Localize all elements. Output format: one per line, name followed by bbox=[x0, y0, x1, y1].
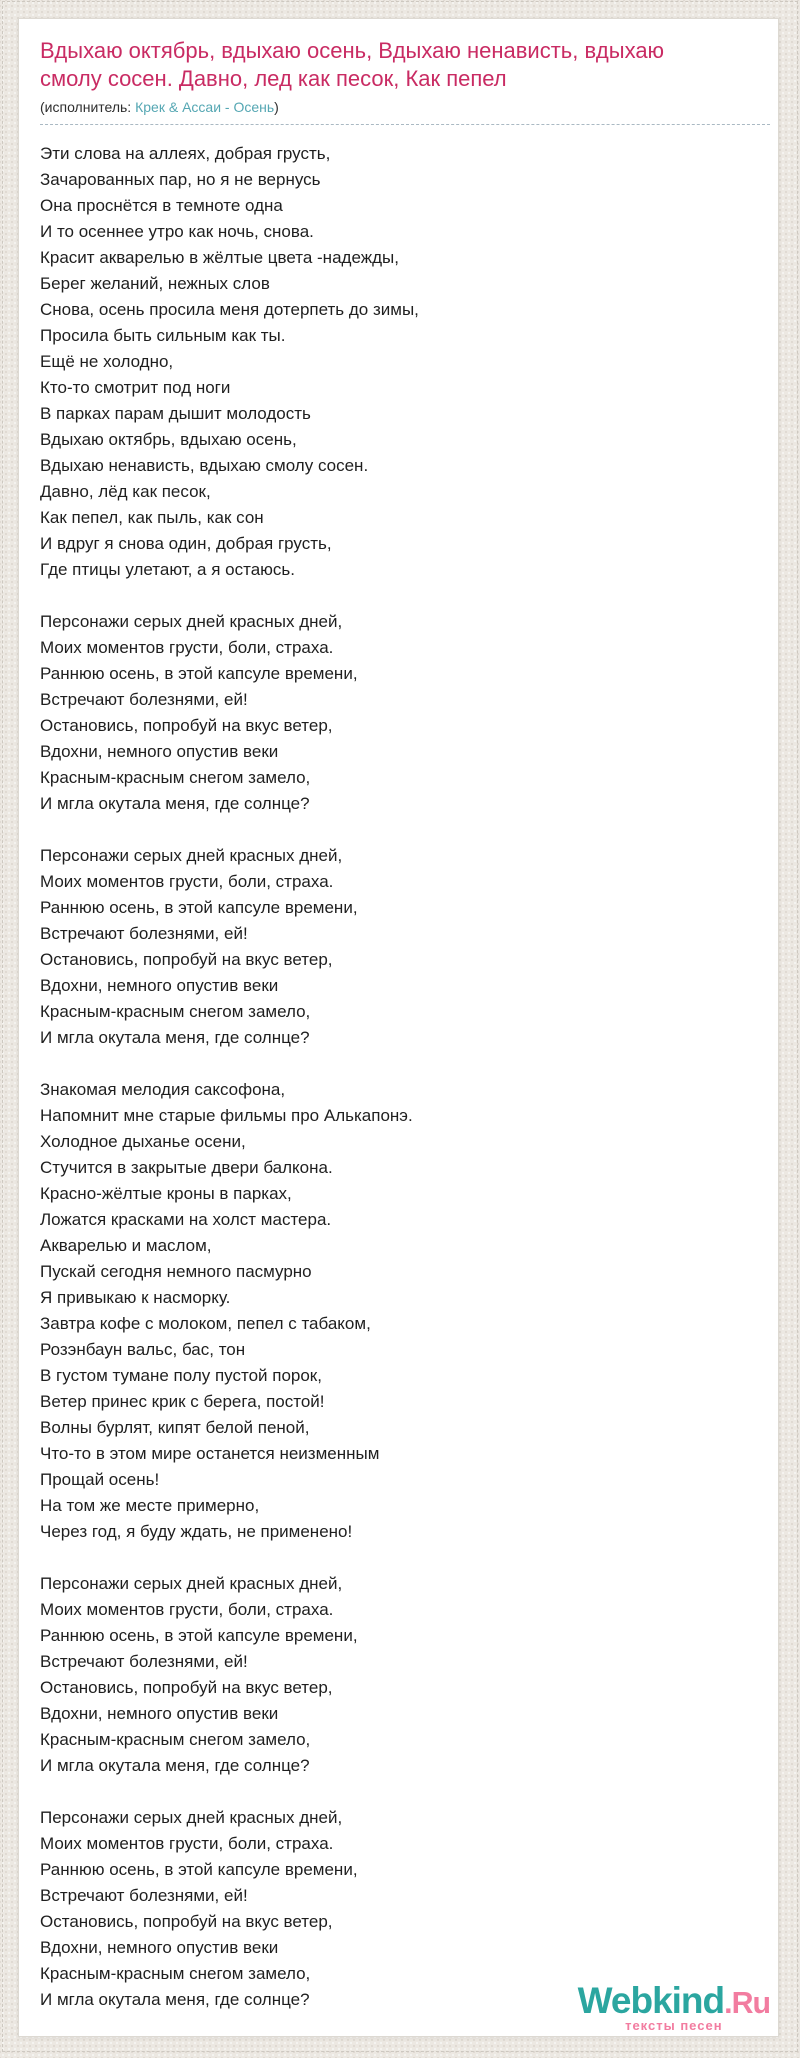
lyric-line: Красным-красным снегом замело, bbox=[40, 1002, 311, 1021]
logo-wordmark bbox=[577, 1980, 770, 2021]
logo-brand-suffix: .Ru bbox=[724, 1987, 770, 2020]
webkind-logo[interactable] bbox=[577, 1980, 770, 2033]
lyric-line: Напомнит мне старые фильмы про Алькапонэ. bbox=[40, 1106, 413, 1125]
lyric-line: Красит акварелью в жёлтые цвета -надежды, bbox=[40, 248, 399, 267]
lyric-line: Раннюю осень, в этой капсуле времени, bbox=[40, 1626, 358, 1645]
lyric-line: Моих моментов грусти, боли, страха. bbox=[40, 872, 334, 891]
stanza bbox=[40, 609, 770, 817]
performer-line bbox=[40, 99, 770, 125]
performer-label: (исполнитель: bbox=[40, 99, 136, 115]
title-line-2: смолу сосен. Давно, лед как песок, Как пепел bbox=[40, 66, 507, 91]
lyric-line: Стучится в закрытые двери балкона. bbox=[40, 1158, 333, 1177]
lyric-line: И мгла окутала меня, где солнце? bbox=[40, 794, 310, 813]
lyric-line: Персонажи серых дней красных дней, bbox=[40, 1574, 343, 1593]
performer-suffix: ) bbox=[274, 99, 279, 115]
lyric-line: И вдруг я снова один, добрая грусть, bbox=[40, 534, 332, 553]
stanza bbox=[40, 1077, 770, 1545]
lyric-line: Просила быть сильным как ты. bbox=[40, 326, 286, 345]
lyric-line: И мгла окутала меня, где солнце? bbox=[40, 1990, 310, 2009]
lyric-line: Где птицы улетают, а я остаюсь. bbox=[40, 560, 295, 579]
lyric-line: Холодное дыханье осени, bbox=[40, 1132, 246, 1151]
lyric-line: Розэнбаун вальс, бас, тон bbox=[40, 1340, 246, 1359]
lyric-line: Вдыхаю октябрь, вдыхаю осень, bbox=[40, 430, 297, 449]
lyric-line: Встречают болезнями, ей! bbox=[40, 690, 248, 709]
lyrics bbox=[40, 141, 770, 2013]
lyric-line: Прощай осень! bbox=[40, 1470, 160, 1489]
logo-brand: Webkind bbox=[577, 1980, 725, 2021]
logo-tagline: тексты песен bbox=[625, 2018, 723, 2033]
performer-link[interactable]: Крек & Ассаи - Осень bbox=[135, 99, 275, 115]
title-line-1: Вдыхаю октябрь, вдыхаю осень, Вдыхаю ненависть, вдыхаю bbox=[40, 38, 665, 63]
lyric-line: Вдыхаю ненависть, вдыхаю смолу сосен. bbox=[40, 456, 369, 475]
lyric-line: И мгла окутала меня, где солнце? bbox=[40, 1756, 310, 1775]
lyric-line: Встречают болезнями, ей! bbox=[40, 1886, 248, 1905]
lyric-line: Остановись, попробуй на вкус ветер, bbox=[40, 950, 333, 969]
lyric-line: Остановись, попробуй на вкус ветер, bbox=[40, 716, 333, 735]
lyric-line: Персонажи серых дней красных дней, bbox=[40, 612, 343, 631]
lyric-line: Вдохни, немного опустив веки bbox=[40, 976, 279, 995]
lyric-line: Персонажи серых дней красных дней, bbox=[40, 1808, 343, 1827]
lyric-line: Красным-красным снегом замело, bbox=[40, 768, 311, 787]
lyric-line: В парках парам дышит молодость bbox=[40, 404, 311, 423]
lyric-line: Берег желаний, нежных слов bbox=[40, 274, 270, 293]
lyric-line: Ветер принес крик с берега, постой! bbox=[40, 1392, 325, 1411]
lyric-line: Снова, осень просила меня дотерпеть до зимы, bbox=[40, 300, 419, 319]
lyric-line: Раннюю осень, в этой капсуле времени, bbox=[40, 898, 358, 917]
lyric-line: Кто-то смотрит под ноги bbox=[40, 378, 231, 397]
lyric-line: Ещё не холодно, bbox=[40, 352, 174, 371]
stanza bbox=[40, 843, 770, 1051]
lyric-line: Вдохни, немного опустив веки bbox=[40, 742, 279, 761]
lyric-line: Моих моментов грусти, боли, страха. bbox=[40, 1600, 334, 1619]
lyric-line: Что-то в этом мире останется неизменным bbox=[40, 1444, 380, 1463]
lyric-line: Встречают болезнями, ей! bbox=[40, 924, 248, 943]
lyric-line: Пускай сегодня немного пасмурно bbox=[40, 1262, 312, 1281]
lyric-line: И мгла окутала меня, где солнце? bbox=[40, 1028, 310, 1047]
lyric-line: Встречают болезнями, ей! bbox=[40, 1652, 248, 1671]
lyric-line: В густом тумане полу пустой порок, bbox=[40, 1366, 322, 1385]
lyric-line: Давно, лёд как песок, bbox=[40, 482, 211, 501]
lyric-line: Зачарованных пар, но я не вернусь bbox=[40, 170, 321, 189]
lyric-line: Раннюю осень, в этой капсуле времени, bbox=[40, 1860, 358, 1879]
lyric-line: Остановись, попробуй на вкус ветер, bbox=[40, 1912, 333, 1931]
lyric-line: Я привыкаю к насморку. bbox=[40, 1288, 231, 1307]
lyric-line: Как пепел, как пыль, как сон bbox=[40, 508, 264, 527]
lyric-line: Моих моментов грусти, боли, страха. bbox=[40, 638, 334, 657]
lyric-line: Она проснётся в темноте одна bbox=[40, 196, 283, 215]
lyric-line: Волны бурлят, кипят белой пеной, bbox=[40, 1418, 310, 1437]
stanza bbox=[40, 141, 770, 583]
lyric-line: Через год, я буду ждать, не применено! bbox=[40, 1522, 353, 1541]
lyric-line: Вдохни, немного опустив веки bbox=[40, 1704, 279, 1723]
lyric-line: Красно-жёлтые кроны в парках, bbox=[40, 1184, 292, 1203]
lyric-line: На том же месте примерно, bbox=[40, 1496, 260, 1515]
lyric-line: Ложатся красками на холст мастера. bbox=[40, 1210, 332, 1229]
lyric-line: Моих моментов грусти, боли, страха. bbox=[40, 1834, 334, 1853]
lyric-line: И то осеннее утро как ночь, снова. bbox=[40, 222, 314, 241]
page-title bbox=[40, 37, 770, 93]
lyric-line: Знакомая мелодия саксофона, bbox=[40, 1080, 286, 1099]
lyrics-card bbox=[18, 18, 779, 2037]
lyric-line: Эти слова на аллеях, добрая грусть, bbox=[40, 144, 331, 163]
lyric-line: Остановись, попробуй на вкус ветер, bbox=[40, 1678, 333, 1697]
lyric-line: Акварелью и маслом, bbox=[40, 1236, 212, 1255]
lyric-line: Красным-красным снегом замело, bbox=[40, 1964, 311, 1983]
lyric-line: Красным-красным снегом замело, bbox=[40, 1730, 311, 1749]
lyric-line: Завтра кофе с молоком, пепел с табаком, bbox=[40, 1314, 371, 1333]
lyric-line: Вдохни, немного опустив веки bbox=[40, 1938, 279, 1957]
stanza bbox=[40, 1571, 770, 1779]
lyric-line: Раннюю осень, в этой капсуле времени, bbox=[40, 664, 358, 683]
lyric-line: Персонажи серых дней красных дней, bbox=[40, 846, 343, 865]
